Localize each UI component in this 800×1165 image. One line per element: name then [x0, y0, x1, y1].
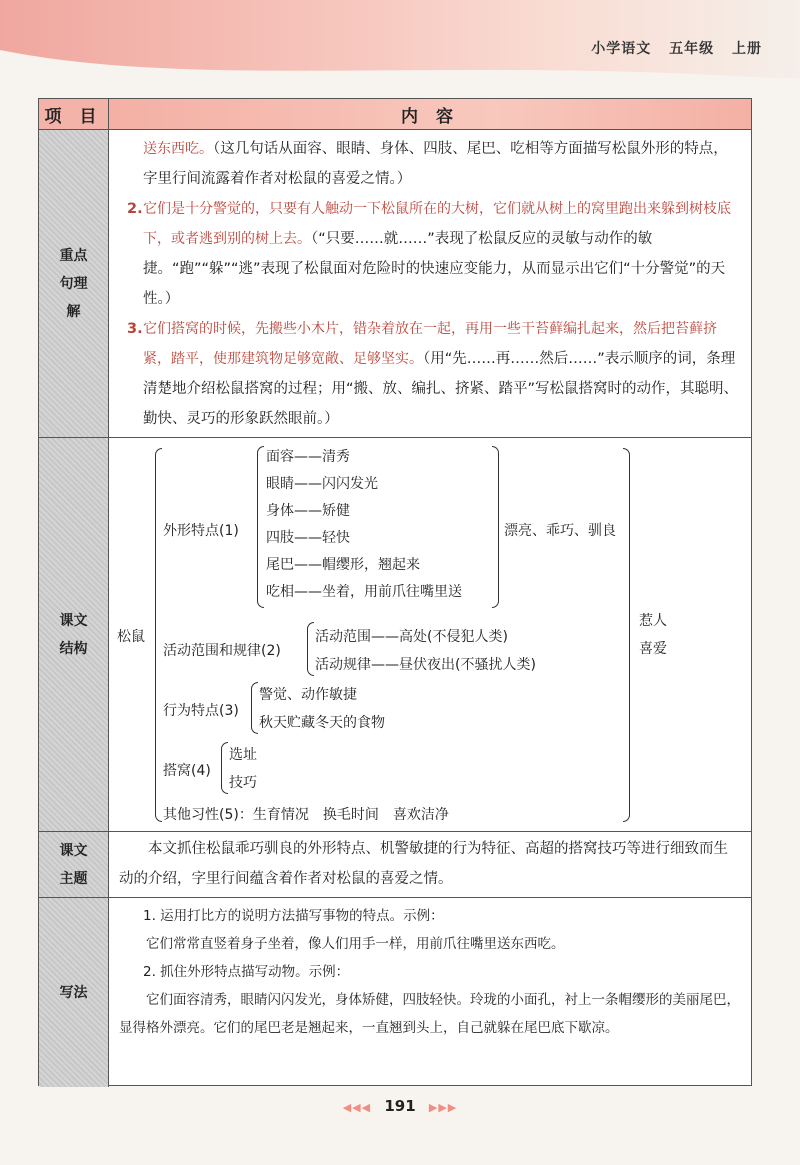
brace: [257, 446, 264, 608]
brace: [155, 448, 162, 822]
row-label: 写法: [39, 898, 109, 1087]
nest-item: 选址: [229, 747, 257, 763]
appearance-item: 面容——清秀: [266, 449, 350, 465]
row-structure: [39, 437, 751, 831]
row-writing: [39, 897, 751, 1087]
conclusion: 喜爱: [639, 641, 667, 657]
row-content: [109, 898, 751, 1087]
brace: [221, 742, 228, 794]
conclusion: 惹人: [639, 613, 667, 629]
subject: 小学语文: [591, 41, 652, 57]
study-table: [38, 98, 752, 1086]
appearance-summary: 漂亮、乖巧、驯良: [504, 523, 616, 539]
paragraph: 送东西吃。（这几句话从面容、眼睛、身体、四肢、尾巴、吃相等方面描写松鼠外形的特点，字里行间流露着作者对松鼠的喜爱之情。）: [143, 141, 728, 187]
brace: [251, 682, 258, 734]
behavior-item: 警觉、动作敏捷: [259, 687, 357, 703]
appearance-item: 眼睛——闪闪发光: [266, 476, 378, 492]
table-header: [39, 99, 751, 129]
behavior-item: 秋天贮藏冬天的食物: [259, 715, 385, 731]
row-label: 课文结构: [39, 438, 109, 831]
branch-nest: 搭窝(4): [163, 763, 211, 779]
paragraph: 3. 它们搭窝的时候，先搬些小木片，错杂着放在一起，再用一些干苔藓编扎起来，然后把苔藓挤紧，踏平，使那建筑物足够宽敞、足够坚实。（用“先……再……然后……”表示顺序的词，条理清楚地介绍松鼠搭窝的过程；用“搬、放、编扎、挤紧、踏平”写松鼠搭窝时的动作，其聪明、勤快、灵巧的形象跃然眼前。）: [127, 321, 739, 427]
appearance-item: 尾巴——帽缨形，翘起来: [266, 557, 420, 573]
appearance-item: 四肢——轻快: [266, 530, 350, 546]
page-footer: [0, 1097, 800, 1115]
brace: [492, 446, 499, 608]
header-item: 项 目: [39, 99, 109, 129]
nest-item: 技巧: [229, 775, 257, 791]
volume: 上册: [732, 41, 762, 57]
appearance-item: 身体——矫健: [266, 503, 350, 519]
branch-behavior: 行为特点(3): [163, 703, 239, 719]
method: 1. 运用打比方的说明方法描写事物的特点。示例：: [143, 908, 444, 924]
brace: [623, 448, 630, 822]
brace: [307, 622, 314, 676]
book-info: [579, 38, 762, 58]
method: 2. 抓住外形特点描写动物。示例：: [143, 964, 350, 980]
row-label: 课文主题: [39, 832, 109, 897]
left-arrows-icon: ◀◀◀: [342, 1101, 372, 1114]
row-content: [109, 130, 751, 437]
branch-activity: 活动范围和规律(2): [163, 643, 281, 659]
header-content: 内 容: [109, 99, 751, 129]
appearance-item: 吃相——坐着，用前爪往嘴里送: [266, 584, 462, 600]
example: 它们常常直竖着身子坐着，像人们用手一样，用前爪往嘴里送东西吃。: [146, 936, 565, 952]
theme-text: 本文抓住松鼠乖巧驯良的外形特点、机警敏捷的行为特征、高超的搭窝技巧等进行细致而生动的介绍，字里行间蕴含着作者对松鼠的喜爱之情。: [119, 841, 728, 887]
row-key-sentences: [39, 129, 751, 437]
row-label: 重点句理解: [39, 130, 109, 437]
branch-appearance: 外形特点(1): [163, 523, 239, 539]
activity-item: 活动规律——昼伏夜出(不骚扰人类): [315, 657, 536, 673]
root-node: 松鼠: [117, 629, 145, 645]
right-arrows-icon: ▶▶▶: [428, 1101, 458, 1114]
page-number: 191: [384, 1097, 416, 1115]
paragraph: 2. 它们是十分警觉的，只要有人触动一下松鼠所在的大树，它们就从树上的窝里跑出来躲到树枝底下，或者逃到别的树上去。（“只要……就……”表现了松鼠反应的灵敏与动作的敏捷。“跑”“躲”“逃”表现了松鼠面对危险时的快速应变能力，从而显示出它们“十分警觉”的天性。）: [127, 201, 731, 307]
example: 它们面容清秀，眼睛闪闪发光，身体矫健，四肢轻快。玲珑的小面孔，衬上一条帽缨形的美丽尾巴，显得格外漂亮。它们的尾巴老是翘起来，一直翘到头上，自己就躲在尾巴底下歇凉。: [119, 992, 740, 1036]
row-theme: [39, 831, 751, 897]
branch-other: 其他习性(5)：生育情况 换毛时间 喜欢洁净: [163, 807, 449, 823]
structure-diagram: [109, 438, 751, 831]
grade: 五年级: [669, 41, 715, 57]
activity-item: 活动范围——高处(不侵犯人类): [315, 629, 508, 645]
row-content: [109, 832, 751, 897]
